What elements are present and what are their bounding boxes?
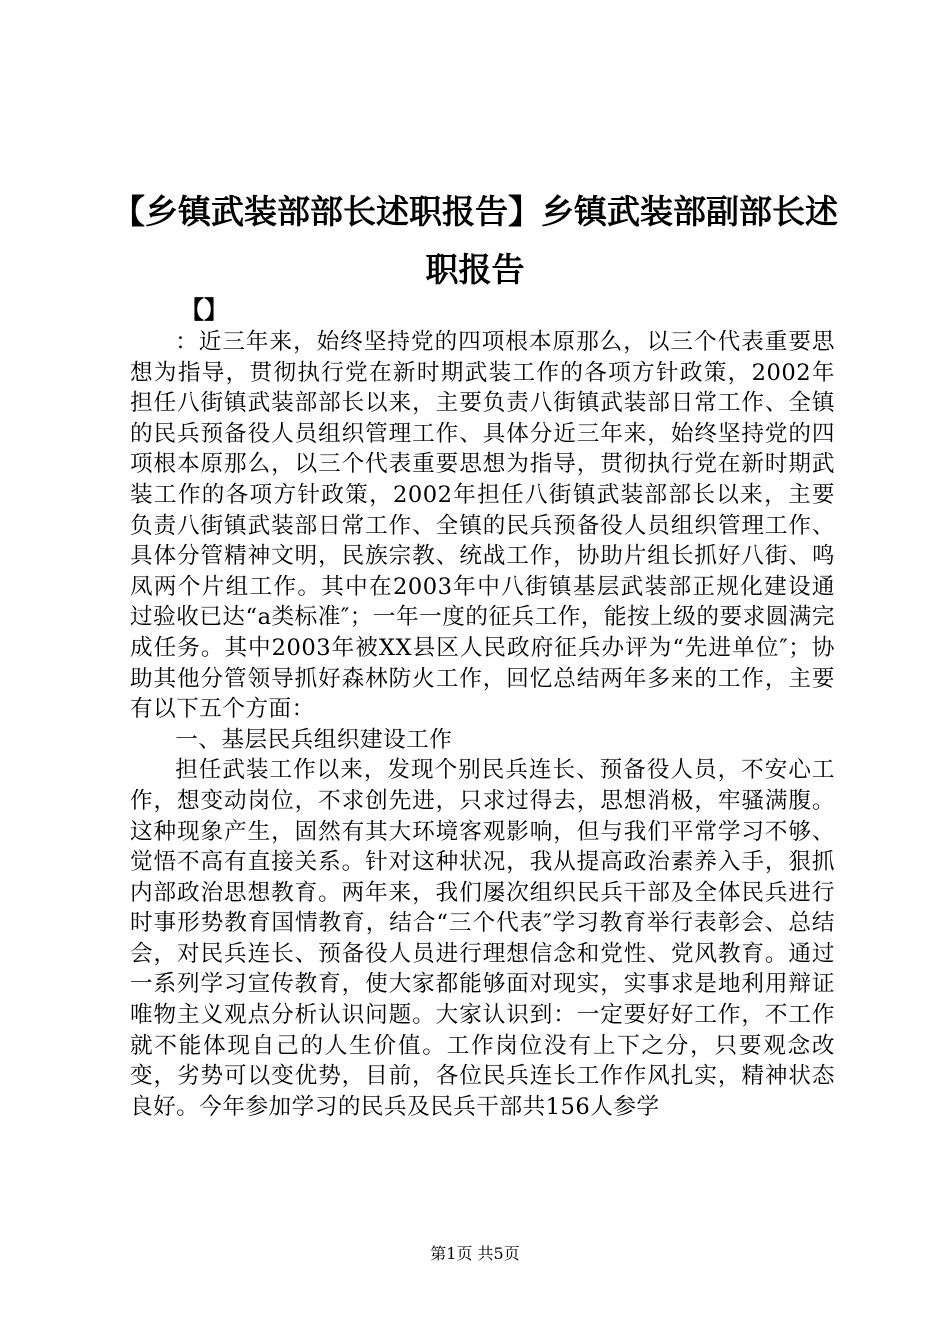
paragraph-section-one: 担任武装工作以来，发现个别民兵连长、预备役人员，不安心工作，想变动岗位，不求创先进，只求过得去，思想消极，牢骚满腹。这种现象产生，固然有其大环境客观影响，但与我们平常学习不够、觉悟不高有直接关系。针对这种状况，我从提高政治素养入手，狠抓内部政治思想教育。两年来，我们屡次组织民兵干部及全体民兵进行时事形势教育国情教育，结合“三个代表″学习教育举行表彰会、总结会，对民兵连长、预备役人员进行理想信念和党性、党风教育。通过一系列学习宣传教育，使大家都能够面对现实，实事求是地利用辩证唯物主义观点分析认识问题。大家认识到：一定要好好工作，不工作就不能体现自己的人生价值。工作岗位没有上下之分，只要观念改变，劣势可以变优势，目前，各位民兵连长工作作风扎实，精神状态良好。今年参加学习的民兵及民兵干部共156人参学 — [130, 757, 835, 1120]
paragraph-intro: ：近三年来，始终坚持党的四项根本原那么，以三个代表重要思想为指导，贯彻执行党在新时期武装工作的各项方针政策，2002年担任八街镇武装部部长以来，主要负责八街镇武装部日常工作、全镇的民兵预备役人员组织管理工作、具体分近三年来，始终坚持党的四项根本原那么，以三个代表重要思想为指导，贯彻执行党在新时期武装工作的各项方针政策，2002年担任八街镇武装部部长以来，主要负责八街镇武装部日常工作、全镇的民兵预备役人员组织管理工作、具体分管精神文明，民族宗教、统战工作，协助片组长抓好八街、鸣凤两个片组工作。其中在2003年中八街镇基层武装部正规化建设通过验收已达“a类标准″；一年一度的征兵工作，能按上级的要求圆满完成任务。其中2003年被XX县区人民政府征兵办评为“先进单位″；协助其他分管领导抓好森林防火工作，回忆总结两年多来的工作，主要有以下五个方面： — [130, 329, 835, 723]
bracket-marker: 【】 — [180, 295, 228, 324]
document-title: 【乡镇武装部部长述职报告】乡镇武装部副部长述职报告 — [112, 192, 838, 289]
document-body — [130, 327, 835, 1122]
page-number: 第1页 共5页 — [430, 1244, 520, 1263]
section-heading: 一、基层民兵组织建设工作 — [175, 726, 453, 753]
